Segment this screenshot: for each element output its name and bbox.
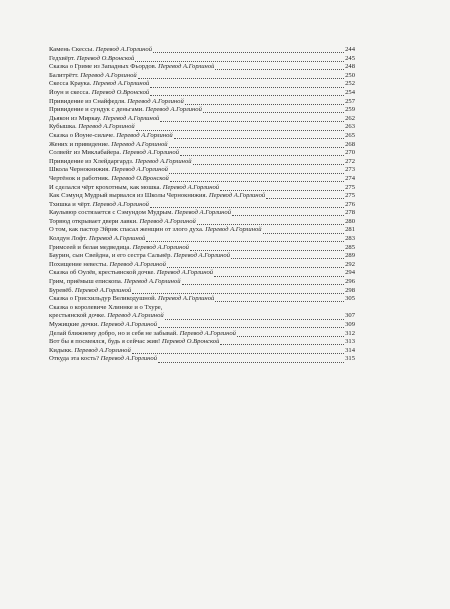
entry-text (49, 226, 262, 235)
entry-title: Привидение из Снайфедля. (49, 97, 128, 105)
entry-translator: Перевод А.Горлиной (173, 252, 231, 260)
entry-translator: Перевод А.Горлиной (157, 295, 215, 303)
entry-text (49, 98, 184, 107)
toc-entry (49, 141, 355, 150)
toc-entry (49, 46, 355, 55)
toc-entry (49, 201, 355, 210)
entry-translator: Перевод А.Горлиной (95, 46, 152, 53)
entry-title: Сказка о королевиче Хлиннке и о Тхуре, (49, 303, 163, 311)
entry-translator: Перевод А.Горлиной (102, 114, 160, 122)
dot-leader (132, 353, 344, 354)
toc-entry (49, 355, 355, 364)
dot-leader (174, 138, 344, 139)
entry-translator: Перевод О.Вронской (111, 174, 169, 182)
entry-page-number: 248 (345, 63, 355, 71)
entry-page-number: 305 (345, 295, 355, 303)
entry-translator: Перевод А.Горлиной (78, 123, 135, 131)
toc-entry (49, 89, 355, 98)
entry-text (49, 330, 236, 339)
entry-page-number: 309 (345, 321, 355, 328)
entry-title: Дьякон из Миркау. (49, 114, 103, 122)
entry-page-number: 285 (345, 243, 355, 251)
entry-page-number: 275 (345, 192, 355, 200)
entry-title: Сказка о Йоуне-силаче. (49, 131, 117, 139)
entry-text (49, 278, 181, 287)
entry-title: И сделался чёрт крохотным, как мошка. (49, 183, 163, 191)
entry-title: Жених и привидение. (49, 140, 112, 148)
toc-entry (49, 269, 355, 278)
entry-translator: Перевод А.Горлиной (100, 355, 158, 363)
dot-leader (232, 215, 344, 216)
entry-page-number: 298 (345, 286, 355, 294)
toc-entry (49, 115, 355, 124)
dot-leader (150, 95, 344, 96)
entry-translator: Перевод А.Горлиной (174, 209, 232, 217)
entry-translator: Перевод А.Горлиной (88, 235, 146, 243)
dot-leader (146, 241, 344, 242)
entry-translator: Перевод А.Горлиной (179, 329, 236, 337)
entry-page-number: 275 (345, 183, 355, 191)
entry-page-number: 257 (345, 97, 355, 105)
entry-title: Скесса Краука. (49, 80, 93, 88)
dot-leader (169, 173, 344, 174)
entry-page-number: 289 (345, 252, 355, 260)
entry-title: Как Сэмунд Мудрый вырвался из Школы Чернокнижия. (49, 192, 209, 200)
entry-text (49, 321, 157, 330)
entry-page-number: 270 (345, 149, 355, 157)
entry-title: Гримсеей и белая медведица. (49, 243, 133, 251)
toc-entry (49, 132, 355, 141)
entry-translator: Перевод О.Вронской (161, 338, 220, 346)
entry-text (49, 141, 168, 150)
entry-translator: Перевод А.Горлиной (156, 269, 214, 277)
toc-entry (49, 226, 355, 235)
entry-translator: Перевод А.Горлиной (132, 243, 189, 251)
entry-title: Солвейг из Миклабайера. (49, 149, 123, 157)
dot-leader (203, 112, 344, 113)
toc-entry (49, 235, 355, 244)
entry-page-number: 262 (345, 114, 355, 122)
entry-translator: Перевод А.Горлиной (158, 63, 215, 71)
toc-entry (49, 123, 355, 132)
toc-entry (49, 55, 355, 64)
toc-entry (49, 175, 355, 184)
entry-text (49, 218, 196, 227)
entry-text (49, 175, 169, 184)
dot-leader (185, 104, 344, 105)
entry-title: Привидение и сундук с деньгами. (49, 106, 146, 114)
dot-leader (215, 301, 344, 302)
entry-text (49, 312, 164, 321)
entry-text (49, 123, 135, 132)
dot-leader (158, 327, 344, 328)
entry-page-number: 296 (345, 278, 355, 286)
entry-translator: Перевод А.Горлиной (162, 183, 220, 191)
toc-entry (49, 338, 355, 347)
toc-entry (49, 106, 355, 115)
entry-translator: Перевод А.Горлиной (122, 149, 179, 157)
table-of-contents (49, 46, 355, 364)
entry-translator: Перевод О.Вронской (91, 88, 150, 96)
entry-translator: Перевод А.Горлиной (109, 260, 166, 268)
entry-text (49, 347, 131, 356)
dot-leader (135, 61, 344, 62)
toc-entry (49, 278, 355, 287)
entry-title: Буревёб. (49, 286, 75, 294)
entry-text (49, 72, 137, 81)
entry-page-number: 254 (345, 88, 355, 96)
dot-leader (160, 121, 344, 122)
toc-entry (49, 192, 355, 201)
entry-title: Каульвюр состязается с Сэмундом Мудрым. (49, 209, 175, 217)
entry-page-number: 292 (345, 260, 355, 268)
entry-text (49, 295, 214, 304)
dot-leader (237, 336, 344, 337)
dot-leader (136, 130, 344, 131)
entry-title: Чертёнок и работник. (49, 174, 112, 182)
entry-text (49, 46, 152, 55)
entry-title: Откуда эта кость? (49, 355, 101, 363)
entry-title: Мужицкие дочки. (49, 321, 101, 328)
entry-text (49, 63, 214, 72)
entry-text (49, 209, 231, 218)
entry-text (49, 287, 131, 296)
entry-title: Привидение из Хлейдаргардз. (49, 157, 136, 165)
toc-entry (49, 166, 355, 175)
toc-entry (49, 252, 355, 261)
dot-leader (169, 147, 345, 148)
dot-leader (263, 233, 345, 234)
dot-leader (193, 164, 345, 165)
dot-leader (170, 181, 344, 182)
entry-text (49, 166, 168, 175)
entry-translator: Перевод А.Горлиной (92, 200, 149, 208)
toc-entry (49, 80, 355, 89)
entry-page-number: 265 (345, 131, 355, 139)
entry-text (49, 201, 149, 210)
entry-text (49, 355, 157, 364)
toc-entry (49, 321, 355, 330)
entry-translator: Перевод А.Горлиной (80, 71, 137, 79)
toc-entry (49, 347, 355, 356)
entry-translator: Перевод А.Горлиной (124, 278, 181, 286)
entry-title: Грим, приёмыш епископа. (49, 278, 125, 286)
dot-leader (132, 293, 344, 294)
entry-page-number: 280 (345, 217, 355, 225)
entry-page-number: 274 (345, 174, 355, 182)
entry-title: Сказка о Грисхильдур Великодушной. (49, 295, 158, 303)
entry-translator: Перевод А.Горлиной (135, 157, 192, 165)
dot-leader (197, 224, 344, 225)
entry-title: Кидыкк. (49, 346, 75, 354)
dot-leader (150, 87, 344, 88)
entry-page-number: 272 (345, 157, 355, 165)
dot-leader (158, 362, 344, 363)
toc-entry (49, 261, 355, 270)
entry-title: Похищение невесты. (49, 260, 110, 268)
entry-translator: Перевод О.Вронской (76, 54, 135, 62)
entry-translator: Перевод А.Горлиной (145, 106, 202, 114)
entry-title: Балитрётт. (49, 71, 81, 79)
entry-text (49, 80, 149, 89)
dot-leader (266, 198, 344, 199)
entry-title: Сказка об Оулёв, крестьянской дочке. (49, 269, 157, 277)
entry-page-number: 276 (345, 200, 355, 208)
toc-entry (49, 209, 355, 218)
entry-title: Гедхвёрт. (49, 54, 77, 62)
entry-title: О том, как пастор Эйрик спасал женщин от злого духа. (49, 226, 206, 234)
entry-translator: Перевод А.Горлиной (205, 226, 262, 234)
entry-page-number: 268 (345, 140, 355, 148)
dot-leader (180, 155, 344, 156)
entry-translator: Перевод А.Горлиной (92, 80, 150, 88)
dot-leader (214, 276, 344, 277)
toc-entry (49, 244, 355, 253)
entry-page-number: 244 (345, 46, 355, 53)
entry-text (49, 252, 230, 261)
entry-page-number: 314 (345, 346, 355, 354)
toc-entry (49, 98, 355, 107)
entry-text (49, 106, 202, 115)
entry-page-number: 312 (345, 329, 355, 337)
dot-leader (182, 284, 345, 285)
entry-text (49, 338, 219, 347)
entry-text (49, 132, 173, 141)
dot-leader (231, 258, 344, 259)
entry-translator: Перевод А.Горлиной (107, 312, 164, 320)
entry-title: Кубышка. (49, 123, 79, 131)
entry-translator: Перевод А.Горлиной (74, 286, 132, 294)
entry-translator: Перевод А.Горлиной (139, 217, 196, 225)
entry-text (49, 89, 149, 98)
entry-page-number: 250 (345, 71, 355, 79)
entry-page-number: 315 (345, 355, 355, 363)
toc-entry (49, 158, 355, 167)
toc-entry (49, 63, 355, 72)
entry-text (49, 184, 219, 193)
dot-leader (215, 69, 344, 70)
entry-title-continued: крестьянской дочке. (49, 312, 108, 320)
entry-page-number: 263 (345, 123, 355, 131)
dot-leader (165, 319, 344, 320)
entry-title: Йоун и скесса. (49, 88, 92, 96)
dot-leader (138, 78, 344, 79)
toc-entry (49, 149, 355, 158)
entry-translator: Перевод А.Горлиной (111, 166, 168, 174)
entry-title: Тхишка и чёрт. (49, 200, 93, 208)
toc-entry (49, 330, 355, 339)
toc-entry (49, 295, 355, 304)
entry-text (49, 55, 134, 64)
entry-title: Камень Скессы. (49, 46, 96, 53)
entry-translator: Перевод А.Горлиной (100, 321, 158, 328)
entry-title: Делай ближнему добро, но и себя не забывай. (49, 329, 180, 337)
entry-page-number: 283 (345, 235, 355, 243)
toc-entry (49, 287, 355, 296)
toc-entry (49, 304, 355, 321)
dot-leader (220, 190, 344, 191)
entry-page-number: 278 (345, 209, 355, 217)
entry-page-number: 307 (345, 312, 355, 320)
entry-text (49, 158, 192, 167)
entry-text (49, 149, 179, 158)
entry-translator: Перевод А.Горлиной (127, 97, 184, 105)
entry-text (49, 261, 166, 270)
entry-title: Вот бы я посмеялся, будь я сейчас жив! (49, 338, 162, 346)
entry-page-number: 281 (345, 226, 355, 234)
entry-text (49, 115, 159, 124)
entry-page-number: 273 (345, 166, 355, 174)
entry-translator: Перевод А.Горлиной (208, 192, 266, 200)
toc-entry (49, 218, 355, 227)
entry-translator: Перевод А.Горлиной (116, 131, 173, 139)
entry-text (49, 192, 265, 201)
entry-title: Сказка о Гриме из Западных Фьордов. (49, 63, 159, 71)
entry-title: Колдун Лофт. (49, 235, 89, 243)
entry-title: Баурин, сын Свейдна, и его сестра Сальвёр. (49, 252, 174, 260)
toc-entry (49, 72, 355, 81)
entry-translator: Перевод А.Горлиной (111, 140, 168, 148)
entry-text (49, 244, 189, 253)
entry-page-number: 252 (345, 80, 355, 88)
dot-leader (150, 207, 344, 208)
entry-page-number: 313 (345, 338, 355, 346)
entry-translator: Перевод А.Горлиной (74, 346, 131, 354)
dot-leader (167, 267, 344, 268)
toc-entry (49, 184, 355, 193)
entry-text (49, 235, 145, 244)
entry-page-number: 245 (345, 54, 355, 62)
entry-text (49, 269, 213, 278)
entry-title: Школа Чернокнижия. (49, 166, 112, 174)
entry-title: Торвюд открывает двери лавки. (49, 217, 140, 225)
dot-leader (220, 344, 344, 345)
entry-page-number: 294 (345, 269, 355, 277)
entry-page-number: 259 (345, 106, 355, 114)
dot-leader (190, 250, 344, 251)
dot-leader (153, 52, 344, 53)
